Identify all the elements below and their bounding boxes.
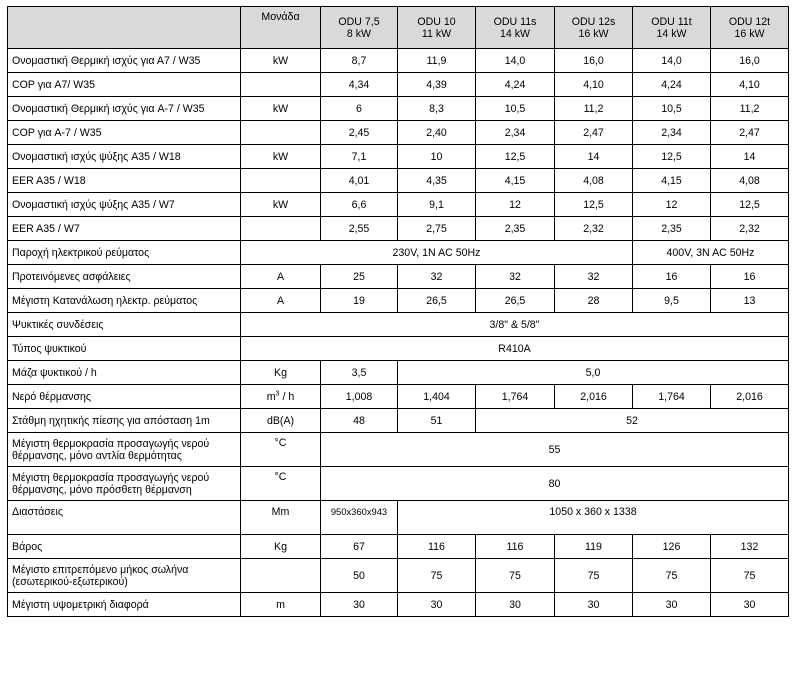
row-value: 12,5 xyxy=(711,193,789,217)
table-row xyxy=(8,593,789,617)
row-value: 9,5 xyxy=(633,289,711,313)
row-label: Μέγιστο επιτρεπόμενο μήκος σωλήνα (εσωτερικού-εξωτερικού) xyxy=(8,559,241,593)
row-unit xyxy=(241,73,321,97)
model-name: ODU 11t xyxy=(651,15,692,28)
row-value: 2,016 xyxy=(711,385,789,409)
row-value: 67 xyxy=(321,535,398,559)
model-name: ODU 10 xyxy=(417,15,456,28)
row-value: 32 xyxy=(555,265,633,289)
row-value: 11,2 xyxy=(555,97,633,121)
header-unit: Μονάδα xyxy=(261,11,300,23)
row-label: Ονομαστική Θερμική ισχύς για A-7 / W35 xyxy=(8,97,241,121)
row-unit: dB(A) xyxy=(241,409,321,433)
row-value: 2,47 xyxy=(555,121,633,145)
row-unit: Kg xyxy=(241,361,321,385)
table-row xyxy=(8,73,789,97)
row-value: 14,0 xyxy=(476,49,555,73)
row-value: 132 xyxy=(711,535,789,559)
row-value: 10,5 xyxy=(476,97,555,121)
power-supply-three-phase: 400V, 3N AC 50Hz xyxy=(633,241,789,265)
refrigerant-type-value: R410A xyxy=(241,337,789,361)
row-value: 75 xyxy=(476,559,555,593)
table-row xyxy=(8,97,789,121)
row-unit xyxy=(241,121,321,145)
unit-base: m xyxy=(266,390,276,403)
model-name: ODU 12s xyxy=(571,15,616,28)
table-row xyxy=(8,265,789,289)
row-value: 2,40 xyxy=(398,121,476,145)
row-value: 4,24 xyxy=(476,73,555,97)
row-value: 4,39 xyxy=(398,73,476,97)
header-row xyxy=(8,7,789,49)
row-value: 4,15 xyxy=(476,169,555,193)
row-value: 2,55 xyxy=(321,217,398,241)
unit-suffix: / h xyxy=(279,390,295,403)
row-value: 30 xyxy=(633,593,711,617)
row-value: 50 xyxy=(321,559,398,593)
row-value-merged: 5,0 xyxy=(398,361,789,385)
row-value: 1,404 xyxy=(398,385,476,409)
row-value: 30 xyxy=(398,593,476,617)
row-value: 4,15 xyxy=(633,169,711,193)
header-model-cell xyxy=(321,7,398,49)
row-value: 11,2 xyxy=(711,97,789,121)
row-value: 3,5 xyxy=(321,361,398,385)
row-label: Μέγιστη υψομετρική διαφορά xyxy=(8,593,241,617)
row-value: 1,764 xyxy=(633,385,711,409)
header-model-cell xyxy=(711,7,789,49)
row-label: Βάρος xyxy=(8,535,241,559)
row-label: Μέγιστη θερμοκρασία προσαγωγής νερού θέρμανσης, μόνο πρόσθετη θέρμανση xyxy=(8,467,241,501)
row-value: 2,45 xyxy=(321,121,398,145)
row-value: 6,6 xyxy=(321,193,398,217)
row-value: 4,10 xyxy=(555,73,633,97)
row-value: 30 xyxy=(476,593,555,617)
header-model-cell xyxy=(398,7,476,49)
row-unit: A xyxy=(241,265,321,289)
specifications-table xyxy=(7,6,789,617)
table-row xyxy=(8,121,789,145)
row-value: 7,1 xyxy=(321,145,398,169)
row-value: 12,5 xyxy=(555,193,633,217)
row-value-merged: 80 xyxy=(321,467,789,501)
row-value: 26,5 xyxy=(476,289,555,313)
model-power: 8 kW xyxy=(346,27,372,40)
row-value: 32 xyxy=(476,265,555,289)
row-value: 2,75 xyxy=(398,217,476,241)
model-name: ODU 11s xyxy=(493,15,537,28)
table-row xyxy=(8,385,789,409)
row-value: 28 xyxy=(555,289,633,313)
row-label: EER A35 / W18 xyxy=(8,169,241,193)
row-value: 4,01 xyxy=(321,169,398,193)
row-value: 25 xyxy=(321,265,398,289)
row-value: 14 xyxy=(711,145,789,169)
row-value: 16,0 xyxy=(555,49,633,73)
row-value: 126 xyxy=(633,535,711,559)
row-value: 48 xyxy=(321,409,398,433)
row-unit: kW xyxy=(241,97,321,121)
table-row xyxy=(8,501,789,535)
row-value: 2,016 xyxy=(555,385,633,409)
row-label: Ονομαστική ισχύς ψύξης A35 / W18 xyxy=(8,145,241,169)
row-label: Προτεινόμενες ασφάλειες xyxy=(8,265,241,289)
row-value: 30 xyxy=(321,593,398,617)
row-unit: m xyxy=(241,593,321,617)
row-label: Διαστάσεις xyxy=(8,501,241,535)
row-value: 4,34 xyxy=(321,73,398,97)
row-value: 51 xyxy=(398,409,476,433)
unit-superscript: 3 xyxy=(275,389,280,397)
row-unit: °C xyxy=(241,467,321,501)
row-unit: °C xyxy=(241,433,321,467)
row-value: 14,0 xyxy=(633,49,711,73)
row-value: 116 xyxy=(476,535,555,559)
row-value-merged: 52 xyxy=(476,409,789,433)
table-row xyxy=(8,49,789,73)
model-power: 14 kW xyxy=(499,27,531,40)
power-supply-single-phase: 230V, 1N AC 50Hz xyxy=(241,241,633,265)
row-value: 10,5 xyxy=(633,97,711,121)
row-value: 16 xyxy=(711,265,789,289)
row-value: 9,1 xyxy=(398,193,476,217)
row-unit xyxy=(241,385,321,409)
row-value: 12 xyxy=(633,193,711,217)
row-value-merged: 55 xyxy=(321,433,789,467)
model-power: 14 kW xyxy=(656,27,687,40)
row-unit xyxy=(241,217,321,241)
table-row xyxy=(8,289,789,313)
row-value: 8,7 xyxy=(321,49,398,73)
model-power: 16 kW xyxy=(578,27,609,40)
header-model-cell xyxy=(633,7,711,49)
row-value: 26,5 xyxy=(398,289,476,313)
row-value: 30 xyxy=(711,593,789,617)
row-label: COP για A7/ W35 xyxy=(8,73,241,97)
row-unit: kW xyxy=(241,145,321,169)
model-name: ODU 7,5 xyxy=(338,15,380,28)
row-value: 75 xyxy=(398,559,476,593)
model-name: ODU 12t xyxy=(728,15,771,28)
table-row xyxy=(8,433,789,467)
header-label-cell xyxy=(8,7,241,49)
row-label: Τύπος ψυκτικού xyxy=(8,337,241,361)
table-row xyxy=(8,409,789,433)
row-unit: A xyxy=(241,289,321,313)
row-value: 2,47 xyxy=(711,121,789,145)
row-value: 12,5 xyxy=(633,145,711,169)
row-value: 2,35 xyxy=(633,217,711,241)
row-unit: kW xyxy=(241,49,321,73)
table-row xyxy=(8,559,789,593)
row-value: 75 xyxy=(633,559,711,593)
row-label: Ονομαστική Θερμική ισχύς για Α7 / W35 xyxy=(8,49,241,73)
row-value: 2,32 xyxy=(555,217,633,241)
row-value: 10 xyxy=(398,145,476,169)
row-value: 12,5 xyxy=(476,145,555,169)
row-value: 2,32 xyxy=(711,217,789,241)
row-value: 16 xyxy=(633,265,711,289)
table-row xyxy=(8,467,789,501)
row-value: 13 xyxy=(711,289,789,313)
row-label: COP για A-7 / W35 xyxy=(8,121,241,145)
row-value: 950x360x943 xyxy=(321,501,398,535)
row-value: 4,24 xyxy=(633,73,711,97)
row-unit xyxy=(241,169,321,193)
row-unit: Kg xyxy=(241,535,321,559)
row-label: Νερό θέρμανσης xyxy=(8,385,241,409)
table-row xyxy=(8,145,789,169)
row-value: 2,34 xyxy=(476,121,555,145)
row-value: 1,764 xyxy=(476,385,555,409)
row-unit xyxy=(241,559,321,593)
row-value: 2,35 xyxy=(476,217,555,241)
row-label: Μέγιστη θερμοκρασία προσαγωγής νερού θέρμανσης, μόνο αντλία θερμότητας xyxy=(8,433,241,467)
header-model-cell xyxy=(476,7,555,49)
table-row xyxy=(8,337,789,361)
row-value: 32 xyxy=(398,265,476,289)
row-value: 14 xyxy=(555,145,633,169)
row-value: 16,0 xyxy=(711,49,789,73)
row-value: 11,9 xyxy=(398,49,476,73)
row-value: 8,3 xyxy=(398,97,476,121)
refrigerant-connections-value: 3/8" & 5/8" xyxy=(241,313,789,337)
model-power: 11 kW xyxy=(421,27,452,40)
row-value: 30 xyxy=(555,593,633,617)
row-unit: Mm xyxy=(241,501,321,535)
row-value: 4,35 xyxy=(398,169,476,193)
table-row xyxy=(8,217,789,241)
row-label: Μέγιστη Κατανάλωση ηλεκτρ. ρεύματος xyxy=(8,289,241,313)
row-value: 2,34 xyxy=(633,121,711,145)
row-label: Παροχή ηλεκτρικού ρεύματος xyxy=(8,241,241,265)
header-model-cell xyxy=(555,7,633,49)
table-row xyxy=(8,535,789,559)
table-row xyxy=(8,313,789,337)
table-row xyxy=(8,241,789,265)
row-value: 6 xyxy=(321,97,398,121)
table-row xyxy=(8,361,789,385)
row-label: Στάθμη ηχητικής πίεσης για απόσταση 1m xyxy=(8,409,241,433)
row-value: 4,08 xyxy=(555,169,633,193)
row-value: 119 xyxy=(555,535,633,559)
table-row xyxy=(8,169,789,193)
row-value: 75 xyxy=(711,559,789,593)
row-label: Ονομαστική ισχύς ψύξης A35 / W7 xyxy=(8,193,241,217)
header-unit-cell xyxy=(241,7,321,49)
row-label: Μάζα ψυκτικού / h xyxy=(8,361,241,385)
row-value: 75 xyxy=(555,559,633,593)
row-value: 12 xyxy=(476,193,555,217)
row-value: 1,008 xyxy=(321,385,398,409)
row-label: EER A35 / W7 xyxy=(8,217,241,241)
row-label: Ψυκτικές συνδέσεις xyxy=(8,313,241,337)
row-value: 116 xyxy=(398,535,476,559)
row-value: 4,10 xyxy=(711,73,789,97)
row-value: 4,08 xyxy=(711,169,789,193)
row-unit: kW xyxy=(241,193,321,217)
model-power: 16 kW xyxy=(734,27,765,40)
table-row xyxy=(8,193,789,217)
row-value-merged: 1050 x 360 x 1338 xyxy=(398,501,789,535)
row-value: 19 xyxy=(321,289,398,313)
